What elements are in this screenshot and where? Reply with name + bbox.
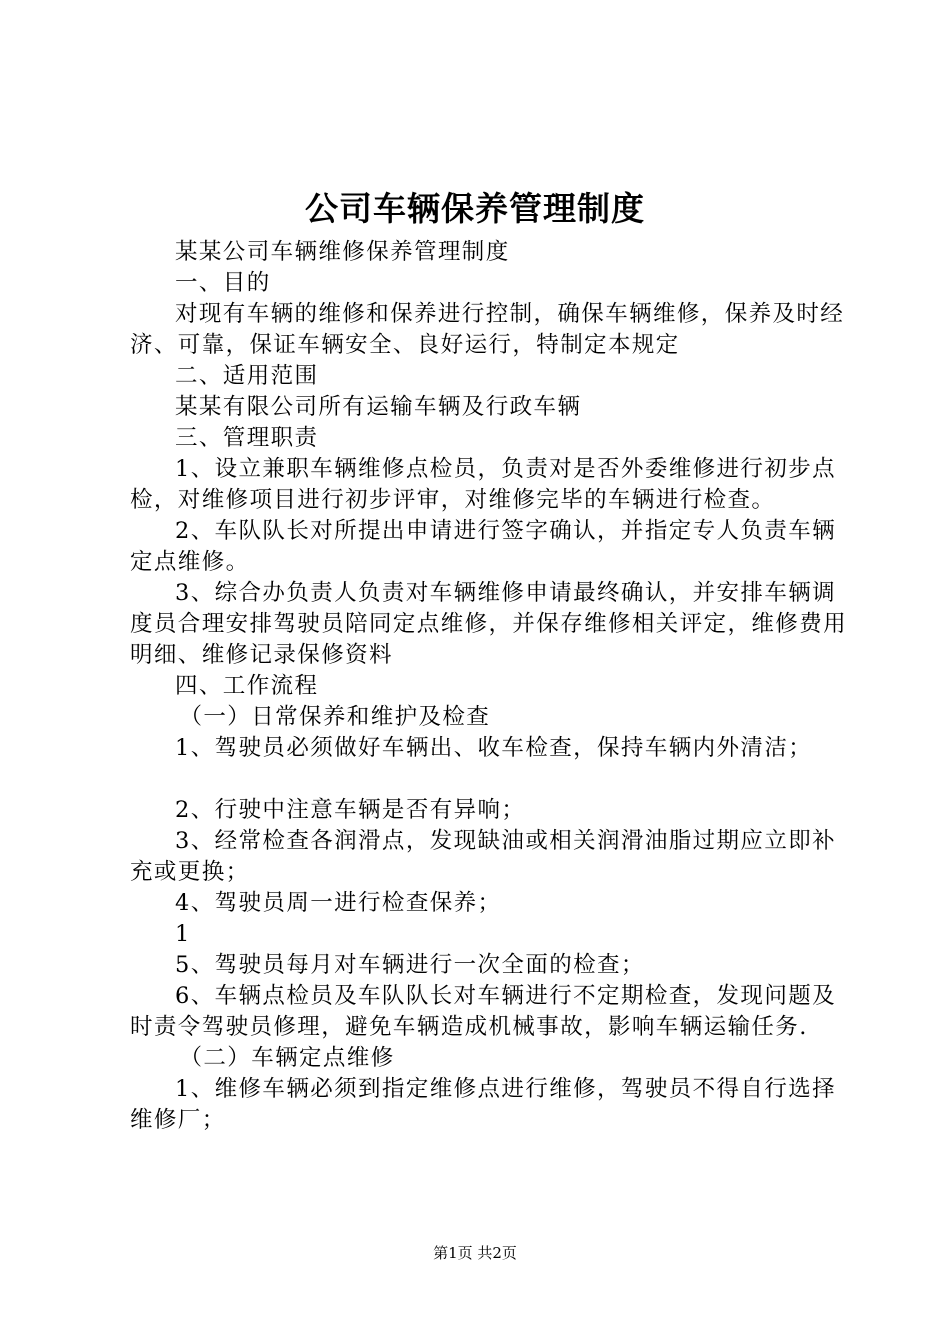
paragraph: 6、车辆点检员及车队队长对车辆进行不定期检查，发现问题及时责令驾驶员修理，避免车辆造成机械事故，影响车辆运输任务. (130, 983, 837, 1040)
paragraph: 2、行驶中注意车辆是否有异响； (175, 797, 526, 823)
blank-line (130, 764, 850, 795)
paragraph: 4、驾驶员周一进行检查保养； (175, 890, 502, 916)
document-body (130, 237, 850, 1136)
paragraph: 1、维修车辆必须到指定维修点进行维修，驾驶员不得自行选择维修厂； (130, 1076, 837, 1133)
document-title: 公司车辆保养管理制度 (305, 189, 645, 228)
paragraph: 1、设立兼职车辆维修点检员，负责对是否外委维修进行初步点检，对维修项目进行初步评审，对维修完毕的车辆进行检查。 (130, 456, 837, 513)
paragraph: 3、经常检查各润滑点，发现缺油或相关润滑油脂过期应立即补充或更换； (130, 828, 837, 885)
section-heading-purpose: 一、目的 (175, 270, 271, 296)
paragraph: 1 (175, 921, 191, 947)
section-heading-responsibilities: 三、管理职责 (175, 425, 319, 451)
subsection-heading-repair: （二）车辆定点维修 (179, 1045, 395, 1071)
paragraph: 1、驾驶员必须做好车辆出、收车检查，保持车辆内外清洁； (175, 735, 813, 761)
paragraph: 对现有车辆的维修和保养进行控制，确保车辆维修，保养及时经济、可靠，保证车辆安全、良好运行，特制定本规定 (130, 301, 845, 358)
paragraph: 5、驾驶员每月对车辆进行一次全面的检查； (175, 952, 645, 978)
paragraph-subtitle: 某某公司车辆维修保养管理制度 (175, 239, 510, 265)
subsection-heading-daily: （一）日常保养和维护及检查 (179, 704, 491, 730)
section-heading-workflow: 四、工作流程 (175, 673, 319, 699)
paragraph: 2、车队队长对所提出申请进行签字确认，并指定专人负责车辆定点维修。 (130, 518, 837, 575)
paragraph: 3、综合办负责人负责对车辆维修申请最终确认，并安排车辆调度员合理安排驾驶员陪同定点维修，并保存维修相关评定，维修费用明细、维修记录保修资料 (130, 580, 848, 668)
page-number: 第1页 共2页 (433, 1244, 517, 1262)
section-heading-scope: 二、适用范围 (175, 363, 319, 389)
paragraph: 某某有限公司所有运输车辆及行政车辆 (175, 394, 582, 420)
